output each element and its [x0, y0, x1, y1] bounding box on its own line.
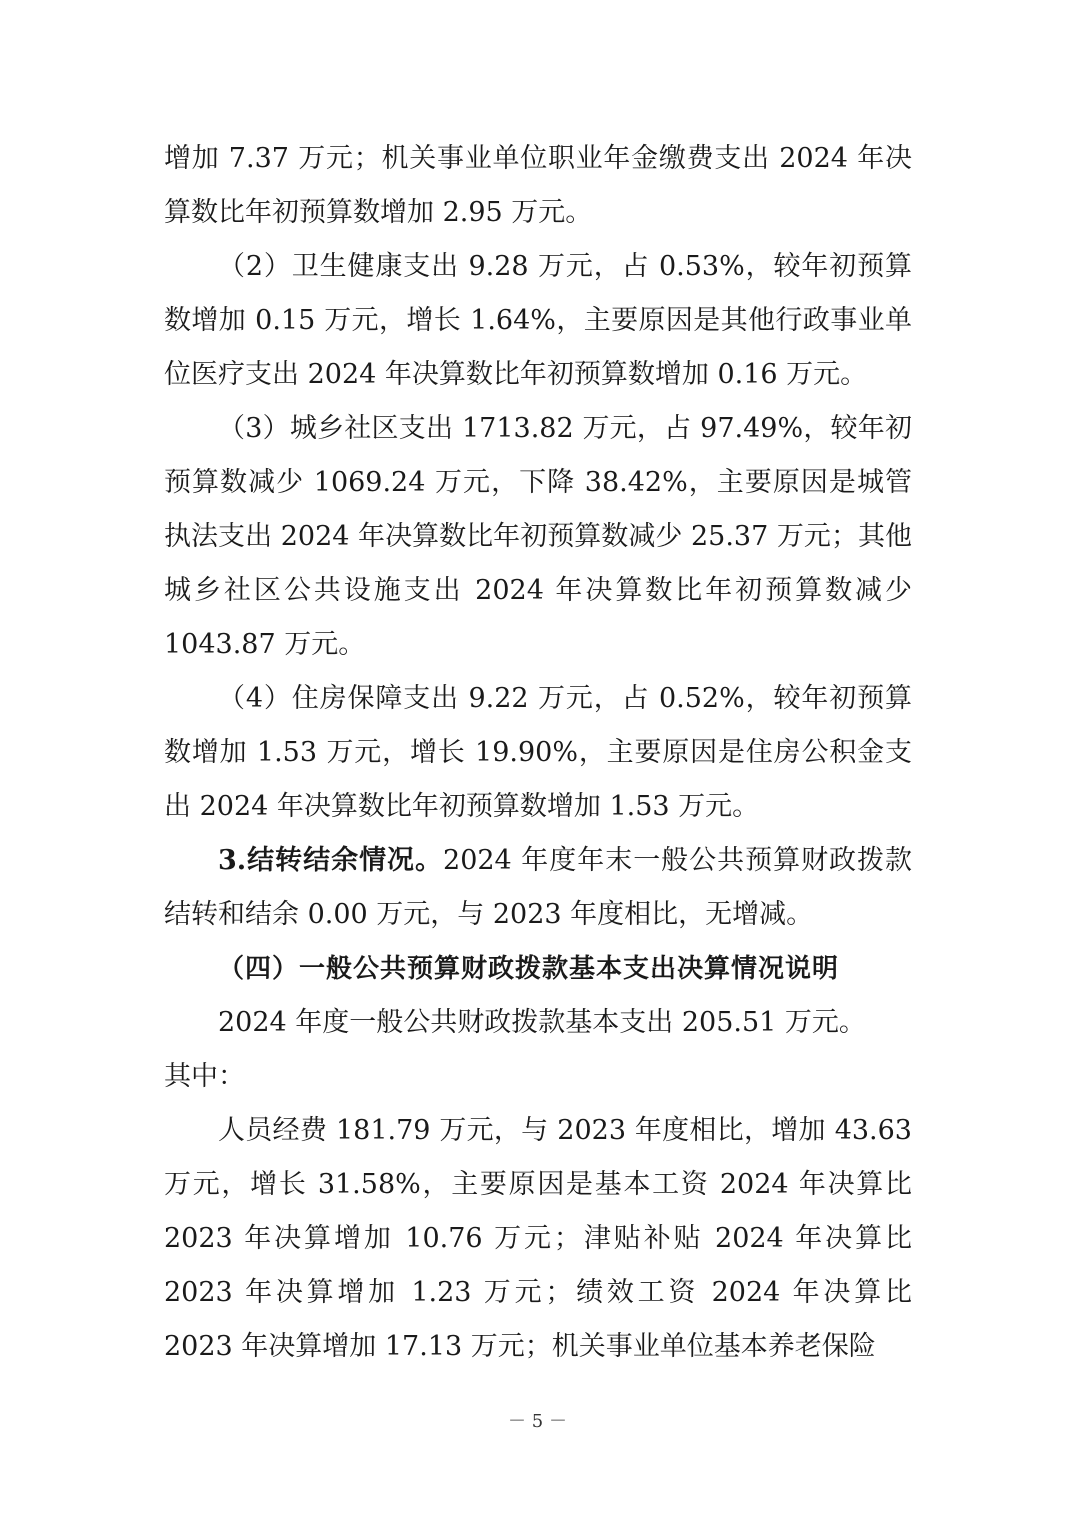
carryover-text: 2024 年度年末一般公共预算财政拨款结转和结余 0.00 万元，与 2023 年度相比，无增减。 [164, 845, 913, 930]
paragraph-pension-continued: 增加 7.37 万元；机关事业单位职业年金缴费支出 2024 年决算数比年初预算数增加 2.95 万元。 [164, 143, 912, 228]
section-heading-basic-expenditure: （四）一般公共预算财政拨款基本支出决算情况说明 [218, 954, 840, 984]
paragraph-carryover-balance [164, 834, 912, 942]
paragraph-among-which: 其中： [164, 1061, 245, 1092]
paragraph-basic-expenditure-total: 2024 年度一般公共财政拨款基本支出 205.51 万元。 [218, 1007, 866, 1038]
page-number: － 5 － [508, 1411, 567, 1432]
document-body [164, 132, 912, 1374]
paragraph-health-expenditure: （2）卫生健康支出 9.28 万元，占 0.53%，较年初预算数增加 0.15 万元，增长 1.64%，主要原因是其他行政事业单位医疗支出 2024 年决算数比年初预算数增加 0.16 万元。 [164, 251, 912, 390]
carryover-label: 3.结转结余情况。 [218, 845, 444, 876]
paragraph-personnel-expenses: 人员经费 181.79 万元，与 2023 年度相比，增加 43.63 万元，增长 31.58%，主要原因是基本工资 2024 年决算比 2023 年决算增加 10.76 万元；津贴补贴 2024 年决算比 2023 年决算增加 1.23 万元；绩效工资 2024 年决算比 2023 年决算增加 17.13 万元；机关事业单位基本养老保险 [164, 1115, 912, 1362]
paragraph-housing-expenditure: （4）住房保障支出 9.22 万元，占 0.52%，较年初预算数增加 1.53 万元，增长 19.90%，主要原因是住房公积金支出 2024 年决算数比年初预算数增加 1.53 万元。 [164, 683, 912, 822]
paragraph-urban-rural-expenditure: （3）城乡社区支出 1713.82 万元，占 97.49%，较年初预算数减少 1069.24 万元，下降 38.42%，主要原因是城管执法支出 2024 年决算数比年初预算数减少 25.37 万元；其他城乡社区公共设施支出 2024 年决算数比年初预算数减少 1043.87 万元。 [164, 413, 912, 660]
